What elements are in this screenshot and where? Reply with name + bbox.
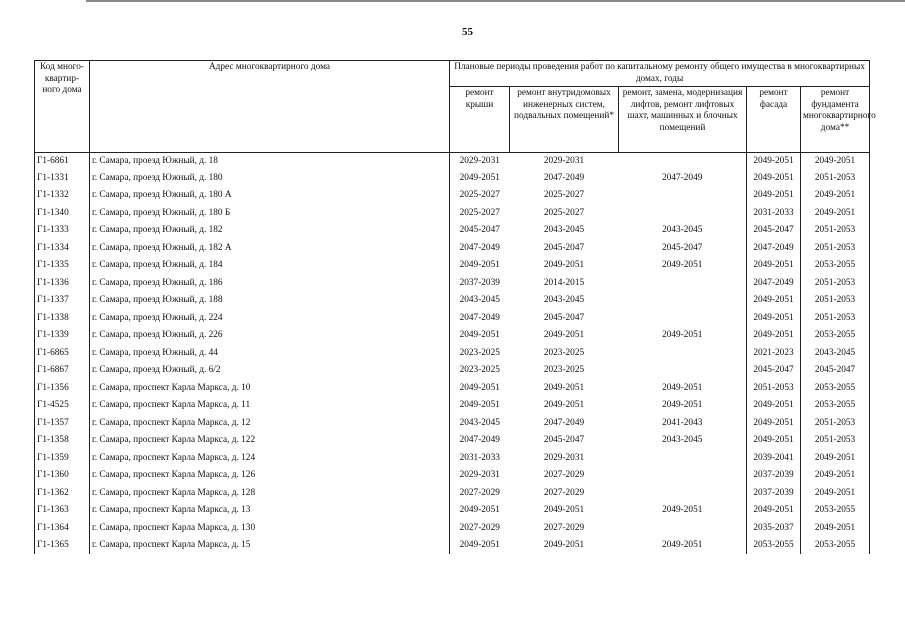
cell-foundation: 2049-2051 — [801, 519, 870, 537]
cell-foundation: 2051-2053 — [801, 169, 870, 187]
table-row — [35, 484, 870, 502]
header-roof: ремонт крыши — [450, 87, 510, 153]
cell-engineering: 2049-2051 — [543, 382, 585, 393]
cell-foundation: 2053-2055 — [801, 537, 870, 555]
cell-facade: 2047-2049 — [747, 239, 801, 257]
cell-address: г. Самара, проезд Южный, д. 180 Б — [90, 204, 450, 222]
cell-foundation: 2045-2047 — [801, 362, 870, 380]
cell-address: г. Самара, проезд Южный, д. 180 А — [90, 187, 450, 205]
cell-facade: 2047-2049 — [747, 274, 801, 292]
cell-address: г. Самара, проезд Южный, д. 6/2 — [90, 362, 450, 380]
cell-code: Г1-1360 — [35, 467, 90, 485]
cell-facade: 2049-2051 — [747, 414, 801, 432]
cell-code: Г1-1339 — [35, 327, 90, 345]
cell-facade: 2049-2051 — [747, 432, 801, 450]
cell-foundation: 2049-2051 — [801, 484, 870, 502]
cell-elevators — [619, 362, 747, 380]
cell-address: г. Самара, проезд Южный, д. 188 — [90, 292, 450, 310]
cell-engineering: 2047-2049 — [543, 417, 585, 428]
cell-engineering: 2023-2025 — [543, 347, 585, 358]
header-address: Адрес многоквартирного дома — [90, 61, 450, 153]
cell-elevators: 2045-2047 — [619, 239, 747, 257]
cell-roof: 2025-2027 — [459, 190, 500, 201]
cell-elevators — [619, 467, 747, 485]
cell-elevators: 2049-2051 — [619, 537, 747, 555]
cell-foundation: 2053-2055 — [801, 502, 870, 520]
cell-engineering: 2049-2051 — [543, 260, 585, 271]
cell-foundation: 2053-2055 — [801, 397, 870, 415]
cell-address: г. Самара, проспект Карла Маркса, д. 128 — [90, 484, 450, 502]
table-row — [35, 467, 870, 485]
cell-foundation: 2051-2053 — [801, 414, 870, 432]
cell-elevators — [619, 204, 747, 222]
cell-foundation: 2051-2053 — [801, 222, 870, 240]
cell-foundation: 2049-2051 — [801, 187, 870, 205]
cell-address: г. Самара, проспект Карла Маркса, д. 10 — [90, 379, 450, 397]
cell-facade: 2049-2051 — [747, 169, 801, 187]
table-row — [35, 414, 870, 432]
cell-facade: 2037-2039 — [747, 484, 801, 502]
cell-address: г. Самара, проспект Карла Маркса, д. 126 — [90, 467, 450, 485]
table-row — [35, 292, 870, 310]
cell-foundation: 2049-2051 — [801, 467, 870, 485]
cell-roof: 2049-2051 — [459, 400, 500, 411]
cell-roof: 2043-2045 — [459, 295, 500, 306]
table-row — [35, 537, 870, 555]
cell-engineering: 2029-2031 — [543, 452, 585, 463]
cell-elevators — [619, 309, 747, 327]
cell-elevators: 2041-2043 — [619, 414, 747, 432]
cell-roof: 2043-2045 — [459, 417, 500, 428]
cell-roof: 2049-2051 — [459, 330, 500, 341]
cell-elevators — [619, 449, 747, 467]
cell-code: Г1-6861 — [35, 153, 90, 170]
cell-foundation: 2053-2055 — [801, 379, 870, 397]
table-row — [35, 344, 870, 362]
cell-facade: 2045-2047 — [747, 222, 801, 240]
cell-engineering: 2014-2015 — [543, 277, 585, 288]
cell-roof: 2037-2039 — [459, 277, 500, 288]
cell-address: г. Самара, проезд Южный, д. 226 — [90, 327, 450, 345]
cell-elevators: 2049-2051 — [619, 257, 747, 275]
cell-elevators — [619, 519, 747, 537]
cell-elevators — [619, 274, 747, 292]
cell-facade: 2049-2051 — [747, 153, 801, 170]
cell-engineering: 2047-2049 — [543, 172, 585, 183]
cell-facade: 2049-2051 — [747, 327, 801, 345]
cell-roof: 2023-2025 — [459, 365, 500, 376]
cell-elevators — [619, 484, 747, 502]
table-row — [35, 449, 870, 467]
cell-engineering: 2029-2031 — [543, 156, 585, 167]
cell-code: Г1-1359 — [35, 449, 90, 467]
cell-address: г. Самара, проезд Южный, д. 44 — [90, 344, 450, 362]
cell-address: г. Самара, проспект Карла Маркса, д. 12 — [90, 414, 450, 432]
cell-code: Г1-1364 — [35, 519, 90, 537]
cell-facade: 2049-2051 — [747, 502, 801, 520]
page-number: 55 — [462, 26, 473, 38]
cell-engineering: 2049-2051 — [543, 400, 585, 411]
cell-elevators: 2047-2049 — [619, 169, 747, 187]
cell-address: г. Самара, проспект Карла Маркса, д. 124 — [90, 449, 450, 467]
cell-elevators: 2049-2051 — [619, 379, 747, 397]
cell-code: Г1-1358 — [35, 432, 90, 450]
table-row — [35, 379, 870, 397]
cell-facade: 2049-2051 — [747, 309, 801, 327]
header-foundation: ремонт фундамента многоквартирного дома** — [801, 87, 870, 153]
cell-facade: 2035-2037 — [747, 519, 801, 537]
cell-foundation: 2051-2053 — [801, 432, 870, 450]
cell-facade: 2051-2053 — [747, 379, 801, 397]
cell-code: Г1-1334 — [35, 239, 90, 257]
cell-foundation: 2053-2055 — [801, 327, 870, 345]
cell-elevators: 2049-2051 — [619, 397, 747, 415]
cell-facade: 2021-2023 — [747, 344, 801, 362]
cell-code: Г1-1336 — [35, 274, 90, 292]
cell-facade: 2049-2051 — [747, 397, 801, 415]
table-row — [35, 257, 870, 275]
cell-address: г. Самара, проезд Южный, д. 182 А — [90, 239, 450, 257]
cell-foundation: 2049-2051 — [801, 204, 870, 222]
cell-facade: 2031-2033 — [747, 204, 801, 222]
cell-foundation: 2043-2045 — [801, 344, 870, 362]
cell-roof: 2031-2033 — [459, 452, 500, 463]
cell-engineering: 2045-2047 — [543, 312, 585, 323]
cell-roof: 2049-2051 — [459, 540, 500, 551]
top-rule — [86, 0, 905, 2]
cell-engineering: 2025-2027 — [543, 207, 585, 218]
cell-code: Г1-1331 — [35, 169, 90, 187]
cell-code: Г1-1338 — [35, 309, 90, 327]
cell-address: г. Самара, проспект Карла Маркса, д. 13 — [90, 502, 450, 520]
cell-elevators: 2043-2045 — [619, 222, 747, 240]
table-row — [35, 274, 870, 292]
cell-engineering: 2049-2051 — [543, 330, 585, 341]
table-row — [35, 362, 870, 380]
cell-foundation: 2051-2053 — [801, 239, 870, 257]
cell-foundation: 2051-2053 — [801, 309, 870, 327]
cell-elevators — [619, 344, 747, 362]
cell-facade: 2037-2039 — [747, 467, 801, 485]
table-row — [35, 502, 870, 520]
cell-foundation: 2049-2051 — [801, 153, 870, 170]
cell-address: г. Самара, проезд Южный, д. 224 — [90, 309, 450, 327]
cell-code: Г1-1337 — [35, 292, 90, 310]
cell-engineering: 2045-2047 — [543, 435, 585, 446]
cell-facade: 2053-2055 — [747, 537, 801, 555]
cell-elevators: 2049-2051 — [619, 502, 747, 520]
table-row — [35, 519, 870, 537]
cell-elevators: 2049-2051 — [619, 327, 747, 345]
cell-facade: 2049-2051 — [747, 292, 801, 310]
table-row — [35, 309, 870, 327]
cell-roof: 2049-2051 — [459, 382, 500, 393]
cell-roof: 2027-2029 — [459, 522, 500, 533]
cell-foundation: 2053-2055 — [801, 257, 870, 275]
cell-code: Г1-1333 — [35, 222, 90, 240]
cell-facade: 2049-2051 — [747, 187, 801, 205]
cell-roof: 2049-2051 — [459, 505, 500, 516]
cell-foundation: 2051-2053 — [801, 292, 870, 310]
cell-roof: 2029-2031 — [459, 156, 500, 167]
cell-foundation: 2049-2051 — [801, 449, 870, 467]
cell-engineering: 2023-2025 — [543, 365, 585, 376]
cell-address: г. Самара, проезд Южный, д. 180 — [90, 169, 450, 187]
cell-elevators: 2043-2045 — [619, 432, 747, 450]
cell-facade: 2039-2041 — [747, 449, 801, 467]
cell-code: Г1-1340 — [35, 204, 90, 222]
cell-address: г. Самара, проспект Карла Маркса, д. 122 — [90, 432, 450, 450]
cell-address: г. Самара, проспект Карла Маркса, д. 11 — [90, 397, 450, 415]
header-facade: ремонт фасада — [747, 87, 801, 153]
cell-facade: 2049-2051 — [747, 257, 801, 275]
cell-code: Г1-1335 — [35, 257, 90, 275]
cell-engineering: 2043-2045 — [543, 225, 585, 236]
cell-roof: 2047-2049 — [459, 242, 500, 253]
cell-code: Г1-1363 — [35, 502, 90, 520]
cell-engineering: 2043-2045 — [543, 295, 585, 306]
cell-code: Г1-6865 — [35, 344, 90, 362]
cell-address: г. Самара, проезд Южный, д. 184 — [90, 257, 450, 275]
cell-code: Г1-1332 — [35, 187, 90, 205]
table-row — [35, 432, 870, 450]
cell-foundation: 2051-2053 — [801, 274, 870, 292]
cell-code: Г1-6867 — [35, 362, 90, 380]
table-row — [35, 204, 870, 222]
table-row — [35, 239, 870, 257]
cell-address: г. Самара, проспект Карла Маркса, д. 15 — [90, 537, 450, 555]
cell-engineering: 2027-2029 — [543, 522, 585, 533]
cell-roof: 2027-2029 — [459, 487, 500, 498]
table-row — [35, 397, 870, 415]
cell-address: г. Самара, проезд Южный, д. 18 — [90, 153, 450, 170]
cell-code: Г1-1356 — [35, 379, 90, 397]
cell-engineering: 2049-2051 — [543, 540, 585, 551]
header-engineering: ремонт внутридомовых инженерных систем, подвальных помещений* — [510, 87, 619, 153]
table-row — [35, 169, 870, 187]
cell-code: Г1-4525 — [35, 397, 90, 415]
cell-roof: 2045-2047 — [459, 225, 500, 236]
cell-code: Г1-1365 — [35, 537, 90, 555]
cell-roof: 2029-2031 — [459, 470, 500, 481]
table-row — [35, 187, 870, 205]
cell-roof: 2025-2027 — [459, 207, 500, 218]
cell-roof: 2049-2051 — [459, 172, 500, 183]
header-code: Код много-квартир-ного дома — [35, 61, 90, 153]
table-row — [35, 222, 870, 240]
cell-facade: 2045-2047 — [747, 362, 801, 380]
table-row — [35, 327, 870, 345]
cell-elevators — [619, 292, 747, 310]
cell-address: г. Самара, проспект Карла Маркса, д. 130 — [90, 519, 450, 537]
cell-engineering: 2045-2047 — [543, 242, 585, 253]
cell-code: Г1-1362 — [35, 484, 90, 502]
header-elevators: ремонт, замена, модернизация лифтов, ремонт лифтовых шахт, машинных и блочных помещений — [619, 87, 747, 153]
capital-repair-table — [34, 60, 876, 554]
cell-roof: 2023-2025 — [459, 347, 500, 358]
cell-address: г. Самара, проезд Южный, д. 182 — [90, 222, 450, 240]
cell-roof: 2049-2051 — [459, 260, 500, 271]
cell-elevators — [619, 187, 747, 205]
header-planned-periods: Плановые периоды проведения работ по капитальному ремонту общего имущества в многоквартирных домах, годы — [450, 61, 870, 87]
cell-engineering: 2027-2029 — [543, 470, 585, 481]
cell-engineering: 2027-2029 — [543, 487, 585, 498]
cell-address: г. Самара, проезд Южный, д. 186 — [90, 274, 450, 292]
cell-elevators — [619, 153, 747, 170]
cell-roof: 2047-2049 — [459, 435, 500, 446]
cell-roof: 2047-2049 — [459, 312, 500, 323]
table-row — [35, 153, 870, 170]
cell-engineering: 2049-2051 — [543, 505, 585, 516]
cell-engineering: 2025-2027 — [543, 190, 585, 201]
cell-code: Г1-1357 — [35, 414, 90, 432]
